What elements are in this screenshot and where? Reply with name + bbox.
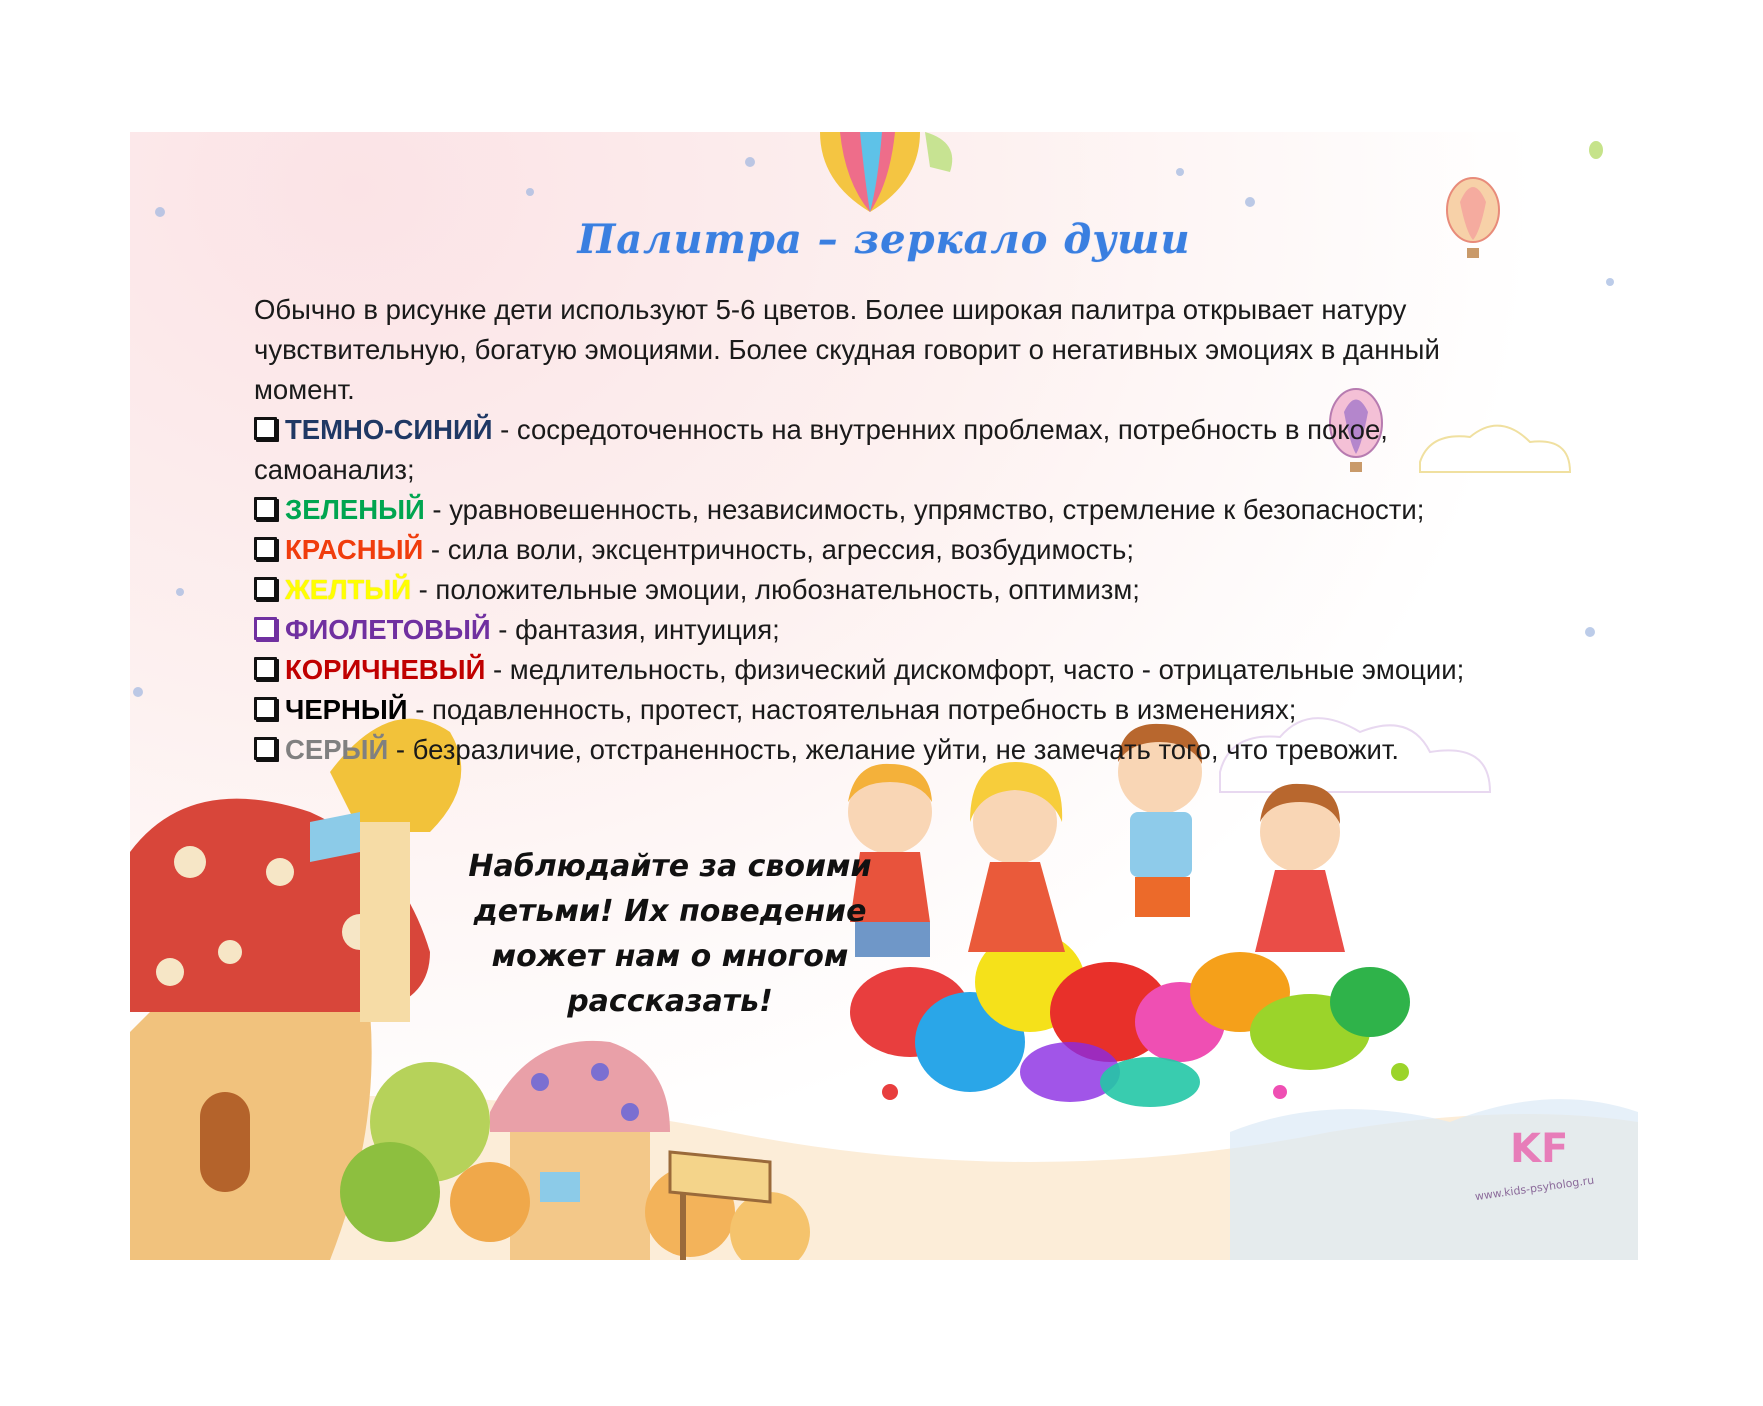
- color-name: ЖЕЛТЫЙ: [285, 574, 411, 605]
- color-meaning: - положительные эмоции, любознательность, оптимизм;: [410, 574, 1140, 605]
- list-item: [254, 530, 1544, 570]
- color-name: СЕРЫЙ: [285, 734, 389, 765]
- color-meaning: - подавленность, протест, настоятельная потребность в изменениях;: [407, 694, 1297, 725]
- checkbox-icon: [254, 497, 277, 520]
- color-name: ЗЕЛЕНЫЙ: [285, 494, 425, 525]
- checkbox-icon: [254, 417, 277, 440]
- hot-air-balloon-top: [820, 132, 952, 212]
- color-name: КОРИЧНЕВЫЙ: [285, 654, 486, 685]
- content-block: [254, 290, 1544, 770]
- list-item: [254, 570, 1544, 610]
- color-meaning: - сила воли, эксцентричность, агрессия, возбудимость;: [423, 534, 1134, 565]
- checkbox-icon: [254, 537, 277, 560]
- color-name: КРАСНЫЙ: [285, 534, 424, 565]
- color-name: ФИОЛЕТОВЫЙ: [285, 614, 491, 645]
- color-name: ТЕМНО-СИНИЙ: [285, 414, 493, 445]
- list-item: [254, 410, 1544, 490]
- color-meaning: - медлительность, физический дискомфорт, часто - отрицательные эмоции;: [485, 654, 1465, 685]
- checkbox-icon: [254, 657, 277, 680]
- list-item: [254, 610, 1544, 650]
- color-name: ЧЕРНЫЙ: [285, 694, 408, 725]
- closing-note: Наблюдайте за своими детьми! Их поведение может нам о многом рассказать!: [468, 849, 872, 1019]
- list-item: [254, 690, 1544, 730]
- color-meaning: - сосредоточенность на внутренних проблемах, потребность в покое, самоанализ;: [254, 414, 1388, 485]
- page-title: Палитра – зеркало души: [577, 216, 1191, 263]
- checkbox-icon: [254, 577, 277, 600]
- checkbox-icon: [254, 617, 277, 640]
- paint-splashes-illustration: [850, 932, 1410, 1107]
- svg-text:KF: KF: [1510, 1126, 1569, 1172]
- color-meaning: - фантазия, интуиция;: [490, 614, 780, 645]
- checkbox-icon: [254, 697, 277, 720]
- checkbox-icon: [254, 737, 277, 760]
- intro-paragraph: Обычно в рисунке дети используют 5-6 цветов. Более широкая палитра открывает натуру чувствительную, богатую эмоциями. Более скудная говорит о негативных эмоциях в данный момент.: [254, 294, 1440, 405]
- small-balloon-icon: [1589, 141, 1603, 159]
- svg-text:www.kids-psyholog.ru: www.kids-psyholog.ru: [1474, 1173, 1595, 1204]
- list-item: [254, 490, 1544, 530]
- list-item: [254, 650, 1544, 690]
- color-meaning: - безразличие, отстраненность, желание уйти, не замечать того, что тревожит.: [388, 734, 1400, 765]
- poster: [130, 132, 1638, 1260]
- list-item: [254, 730, 1544, 770]
- color-meaning: - уравновешенность, независимость, упрямство, стремление к безопасности;: [424, 494, 1425, 525]
